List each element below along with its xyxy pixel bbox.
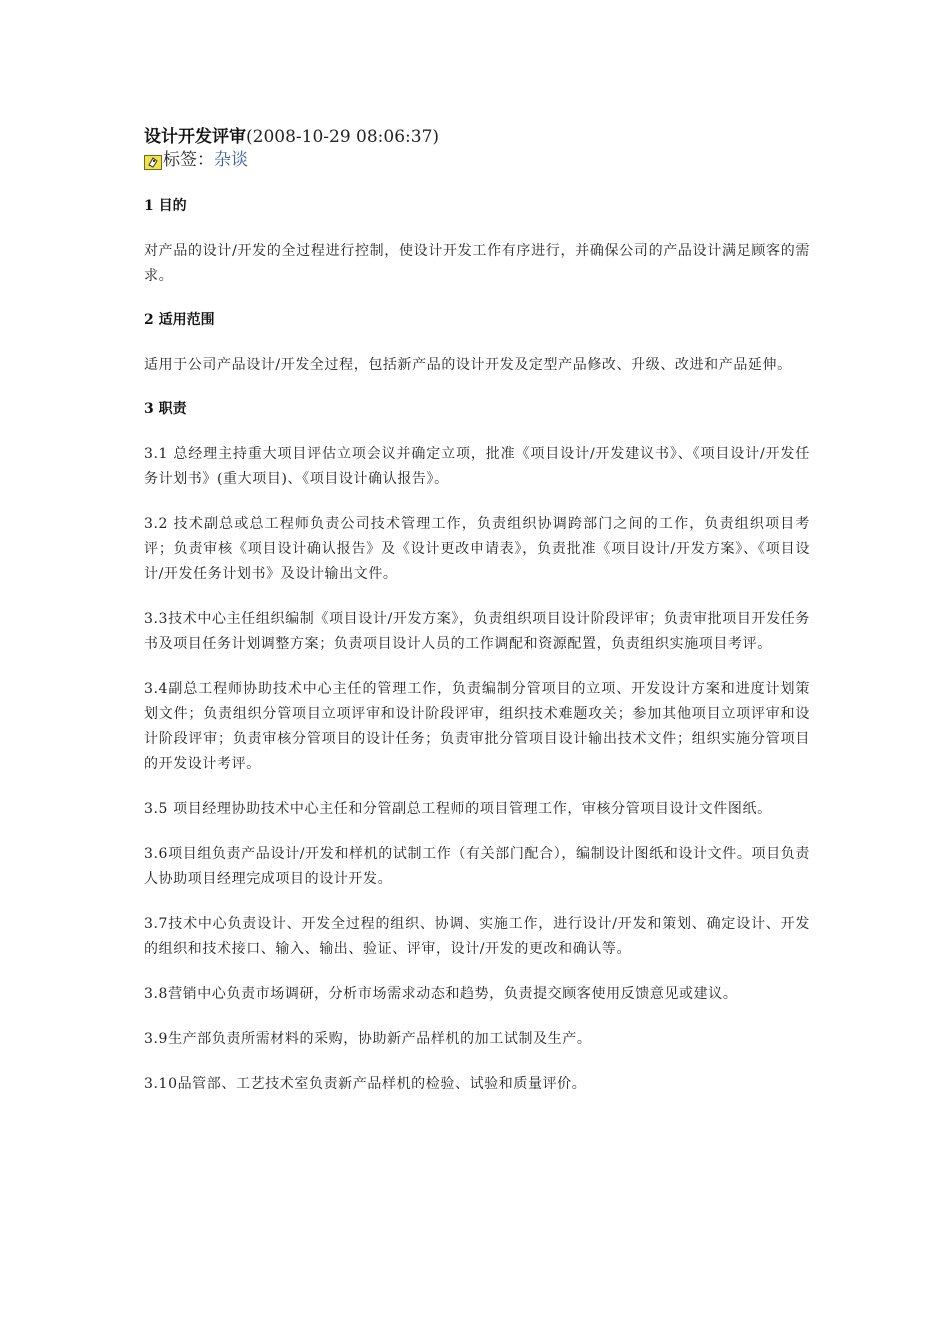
post-header [144,126,810,172]
tag-icon [144,153,162,168]
paragraph: 3.8营销中心负责市场调研，分析市场需求动态和趋势，负责提交顾客使用反馈意见或建议。 [144,986,738,1002]
paragraph: 适用于公司产品设计/开发全过程，包括新产品的设计开发及定型产品修改、升级、改进和产品延伸。 [144,357,792,373]
paragraph: 3.4副总工程师协助技术中心主任的管理工作，负责编制分管项目的立项、开发设计方案和进度计划策划文件；负责组织分管项目立项评审和设计阶段评审，组织技术难题攻关；参加其他项目立项评审和设计阶段评审；负责审核分管项目的设计任务；负责审批分管项目设计输出技术文件；组织实施分管项目的开发设计考评。 [144,681,810,772]
paragraph: 3.3技术中心主任组织编制《项目设计/开发方案》，负责组织项目设计阶段评审；负责审批项目开发任务书及项目任务计划调整方案；负责项目设计人员的工作调配和资源配置，负责组织实施项目考评。 [144,611,810,652]
document-body [144,195,810,1097]
paragraph: 3.10品管部、工艺技术室负责新产品样机的检验、试验和质量评价。 [144,1076,587,1092]
section-heading-purpose: 1 目的 [144,198,187,214]
paragraph: 3.5 项目经理协助技术中心主任和分管副总工程师的项目管理工作，审核分管项目设计文件图纸。 [144,801,772,817]
paragraph: 3.6项目组负责产品设计/开发和样机的试制工作（有关部门配合），编制设计图纸和设计文件。项目负责人协助项目经理完成项目的设计开发。 [144,846,810,887]
paragraph: 3.7技术中心负责设计、开发全过程的组织、协调、实施工作，进行设计/开发和策划、确定设计、开发的组织和技术接口、输入、输出、验证、评审，设计/开发的更改和确认等。 [144,916,810,957]
post-title-line [144,126,810,148]
post-title: 设计开发评审 [144,127,246,147]
section-heading-responsibilities: 3 职责 [144,401,187,417]
paragraph: 3.9生产部负责所需材料的采购，协助新产品样机的加工试制及生产。 [144,1031,592,1047]
paragraph: 3.1 总经理主持重大项目评估立项会议并确定立项，批准《项目设计/开发建议书》、《项目设计/开发任务计划书》(重大项目)、《项目设计确认报告》。 [144,446,810,487]
tag-line [144,148,810,172]
paragraph: 3.2 技术副总或总工程师负责公司技术管理工作，负责组织协调跨部门之间的工作，负责组织项目考评；负责审核《项目设计确认报告》及《设计更改申请表》，负责批准《项目设计/开发方案》、《项目设计/开发任务计划书》及设计输出文件。 [144,516,810,582]
section-heading-scope: 2 适用范围 [144,312,215,328]
tag-label: 标签： [163,150,214,170]
post-date: (2008-10-29 08:06:37) [246,127,440,147]
tag-link-zatan[interactable]: 杂谈 [214,150,248,170]
paragraph: 对产品的设计/开发的全过程进行控制，使设计开发工作有序进行，并确保公司的产品设计满足顾客的需求。 [144,243,810,284]
